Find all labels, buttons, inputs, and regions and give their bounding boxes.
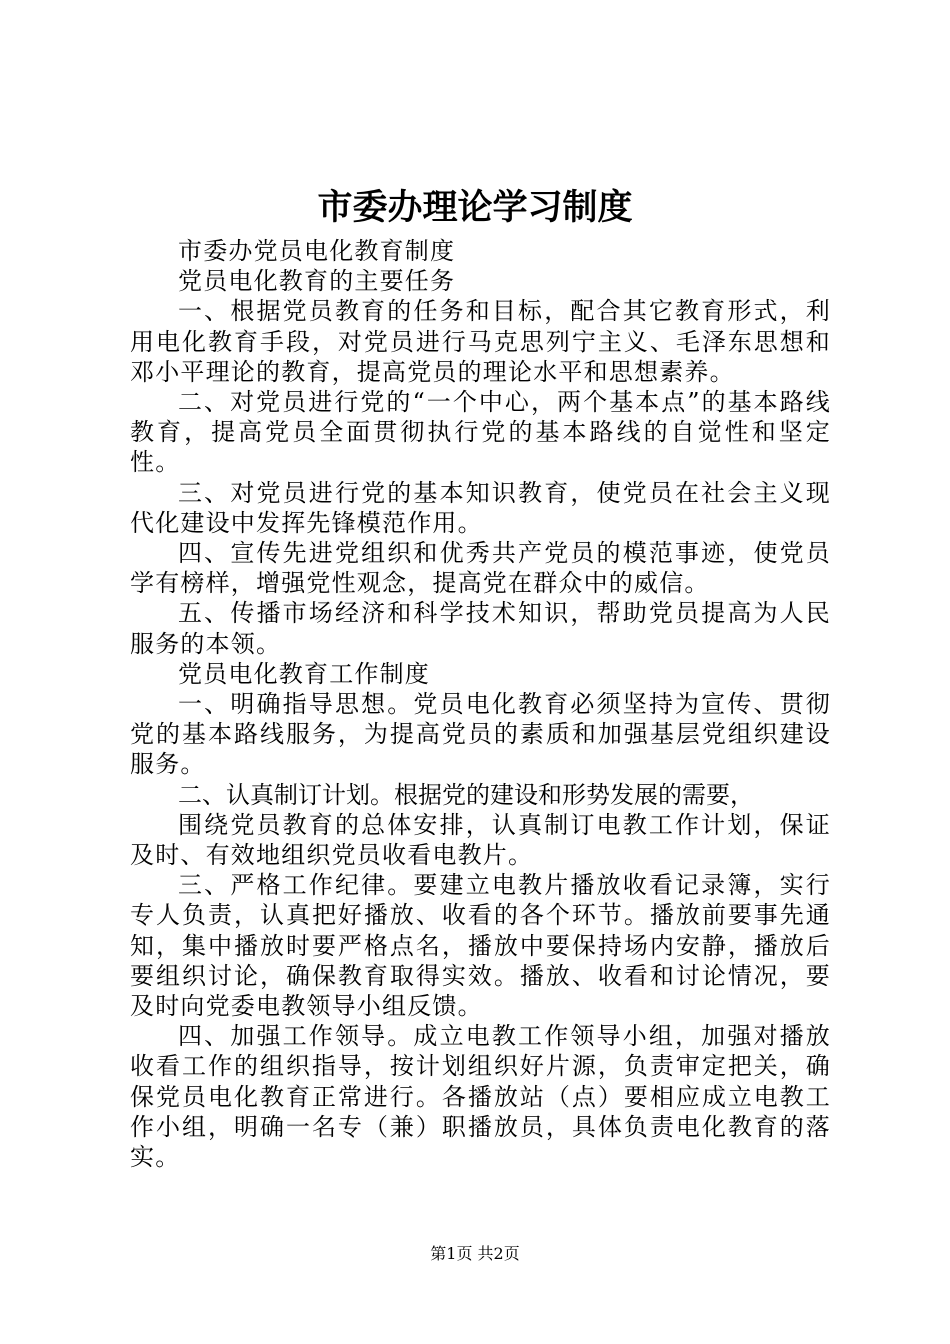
paragraph: 围绕党员教育的总体安排，认真制订电教工作计划，保证及时、有效地组织党员收看电教片。 bbox=[130, 810, 831, 870]
page-title: 市委办理论学习制度 bbox=[317, 187, 633, 228]
paragraph: 五、传播市场经济和科学技术知识，帮助党员提高为人民服务的本领。 bbox=[130, 599, 831, 658]
paragraph: 四、宣传先进党组织和优秀共产党员的模范事迹，使党员学有榜样，增强党性观念，提高党在群众中的威信。 bbox=[130, 539, 831, 598]
paragraph: 一、根据党员教育的任务和目标，配合其它教育形式，利用电化教育手段，对党员进行马克思列宁主义、毛泽东思想和邓小平理论的教育，提高党员的理论水平和思想素养。 bbox=[130, 297, 831, 386]
document-body bbox=[130, 236, 831, 1172]
paragraph: 一、明确指导思想。党员电化教育必须坚持为宣传、贯彻党的基本路线服务，为提高党员的素质和加强基层党组织建设服务。 bbox=[130, 690, 831, 779]
paragraph: 三、对党员进行党的基本知识教育，使党员在社会主义现代化建设中发挥先锋模范作用。 bbox=[130, 478, 831, 537]
paragraph: 三、严格工作纪律。要建立电教片播放收看记录簿，实行专人负责，认真把好播放、收看的各个环节。播放前要事先通知，集中播放时要严格点名，播放中要保持场内安静，播放后要组织讨论，确保教育取得实效。播放、收看和讨论情况，要及时向党委电教领导小组反馈。 bbox=[130, 871, 831, 1021]
paragraph: 二、对党员进行党的“一个中心，两个基本点”的基本路线教育，提高党员全面贯彻执行党的基本路线的自觉性和坚定性。 bbox=[130, 388, 831, 477]
section-heading: 党员电化教育的主要任务 bbox=[178, 267, 456, 296]
section-heading: 党员电化教育工作制度 bbox=[178, 659, 430, 688]
paragraph: 四、加强工作领导。成立电教工作领导小组，加强对播放收看工作的组织指导，按计划组织好片源，负责审定把关，确保党员电化教育正常进行。各播放站（点）要相应成立电教工作小组，明确一名专（兼）职播放员，具体负责电化教育的落实。 bbox=[130, 1022, 831, 1172]
section-heading: 市委办党员电化教育制度 bbox=[178, 237, 456, 265]
page-number: 第1页 共2页 bbox=[430, 1244, 520, 1263]
paragraph: 二、认真制订计划。根据党的建设和形势发展的需要， bbox=[178, 780, 754, 809]
